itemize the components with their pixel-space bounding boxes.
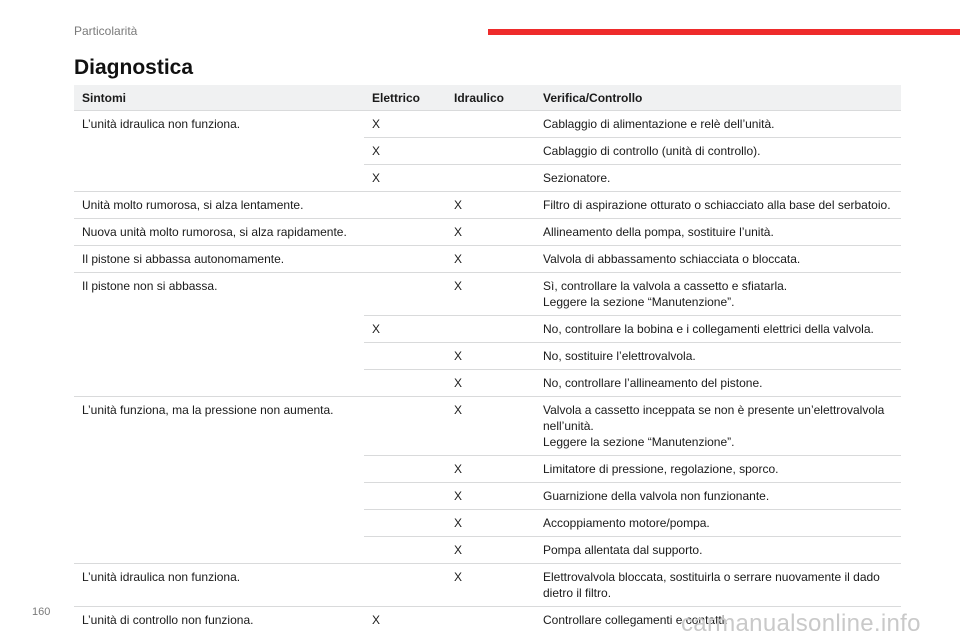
cell-elettrico: X [364,315,446,342]
cell-idraulico: X [454,279,463,293]
cell-elettrico [364,509,446,536]
page-title: Diagnostica [74,56,194,79]
cell-verifica: Valvola di abbassamento schiacciata o bloccata. [543,252,801,266]
cell-sintomo [74,137,364,164]
cell-verifica: Elettrovalvola bloccata, sostituirla o serrare nuovamente il dado dietro il filtro. [543,570,880,600]
table-row [74,509,901,536]
cell-sintomo: Il pistone si abbassa autonomamente. [82,252,285,266]
accent-bar [488,29,960,35]
cell-sintomo [74,164,364,191]
table-row [74,342,901,369]
cell-sintomo: L’unità idraulica non funziona. [82,117,241,131]
cell-verifica: Controllare collegamenti e contatti. [543,613,728,627]
cell-idraulico [446,137,535,164]
cell-idraulico: X [454,198,463,212]
cell-verifica: Accoppiamento motore/pompa. [535,509,901,536]
column-header-sintomi: Sintomi [74,85,364,110]
table-row [74,455,901,482]
cell-verifica: Allineamento della pompa, sostituire l’unità. [543,225,774,239]
table-row [74,369,901,396]
column-header-idraulico: Idraulico [446,85,535,110]
cell-verifica: No, controllare la bobina e i collegamenti elettrici della valvola. [535,315,901,342]
cell-verifica: Limitatore di pressione, regolazione, sporco. [535,455,901,482]
cell-sintomo: Nuova unità molto rumorosa, si alza rapidamente. [82,225,347,239]
table-row [74,137,901,164]
cell-elettrico [364,192,446,218]
cell-sintomo [74,536,364,563]
column-header-verifica: Verifica/Controllo [535,85,901,110]
cell-elettrico: X [364,164,446,191]
table-row [74,563,901,606]
cell-idraulico: X [446,482,535,509]
diagnostics-table [74,85,901,633]
cell-sintomo: L’unità di controllo non funziona. [82,613,254,627]
cell-elettrico [364,536,446,563]
cell-idraulico: X [446,509,535,536]
cell-verifica: Filtro di aspirazione otturato o schiacciato alla base del serbatoio. [543,198,891,212]
cell-verifica: Pompa allentata dal supporto. [535,536,901,563]
cell-idraulico [446,315,535,342]
cell-sintomo [74,482,364,509]
cell-sintomo [74,455,364,482]
cell-elettrico [364,219,446,245]
cell-idraulico: X [454,225,463,239]
cell-verifica: Sezionatore. [535,164,901,191]
table-row [74,191,901,218]
watermark: carmanualsonline.info [681,610,921,637]
cell-sintomo [74,342,364,369]
cell-sintomo: L’unità idraulica non funziona. [82,570,241,584]
cell-elettrico [364,342,446,369]
cell-verifica: Sì, controllare la valvola a cassetto e sfiatarla. Leggere la sezione “Manutenzione”. [543,279,788,309]
cell-elettrico [364,564,446,606]
column-header-elettrico: Elettrico [364,85,446,110]
cell-elettrico [364,246,446,272]
table-row [74,245,901,272]
cell-elettrico [364,397,446,455]
cell-elettrico [364,369,446,396]
page-number: 160 [32,606,51,618]
cell-idraulico [446,111,535,137]
cell-sintomo: Unità molto rumorosa, si alza lentamente. [82,198,304,212]
cell-elettrico: X [372,613,381,627]
cell-sintomo: Il pistone non si abbassa. [82,279,218,293]
cell-idraulico: X [446,455,535,482]
cell-elettrico [364,273,446,315]
cell-verifica: Valvola a cassetto inceppata se non è presente un’elettrovalvola nell’unità. Leggere la sezione “Manutenzione”. [543,403,885,449]
cell-idraulico: X [454,570,463,584]
table-body [74,111,901,633]
table-row [74,272,901,315]
cell-sintomo [74,369,364,396]
cell-verifica: Guarnizione della valvola non funzionante. [535,482,901,509]
table-header-row [74,85,901,111]
cell-idraulico: X [454,252,463,266]
cell-elettrico [364,482,446,509]
cell-sintomo [74,315,364,342]
cell-idraulico: X [446,369,535,396]
section-label: Particolarità [74,24,138,38]
cell-idraulico [446,164,535,191]
cell-verifica: Cablaggio di alimentazione e relè dell’unità. [543,117,775,131]
cell-elettrico [364,455,446,482]
cell-verifica: No, sostituire l’elettrovalvola. [535,342,901,369]
cell-elettrico: X [364,137,446,164]
cell-verifica: Cablaggio di controllo (unità di controllo). [535,137,901,164]
cell-idraulico: X [446,536,535,563]
table-row [74,218,901,245]
cell-idraulico: X [446,342,535,369]
table-row [74,396,901,455]
table-row [74,315,901,342]
cell-sintomo: L’unità funziona, ma la pressione non aumenta. [82,403,334,417]
cell-idraulico [446,607,535,633]
cell-idraulico: X [454,403,463,417]
table-row [74,482,901,509]
table-row [74,164,901,191]
cell-verifica: No, controllare l’allineamento del pistone. [535,369,901,396]
cell-sintomo [74,509,364,536]
table-row [74,536,901,563]
table-row [74,111,901,137]
cell-elettrico: X [372,117,381,131]
